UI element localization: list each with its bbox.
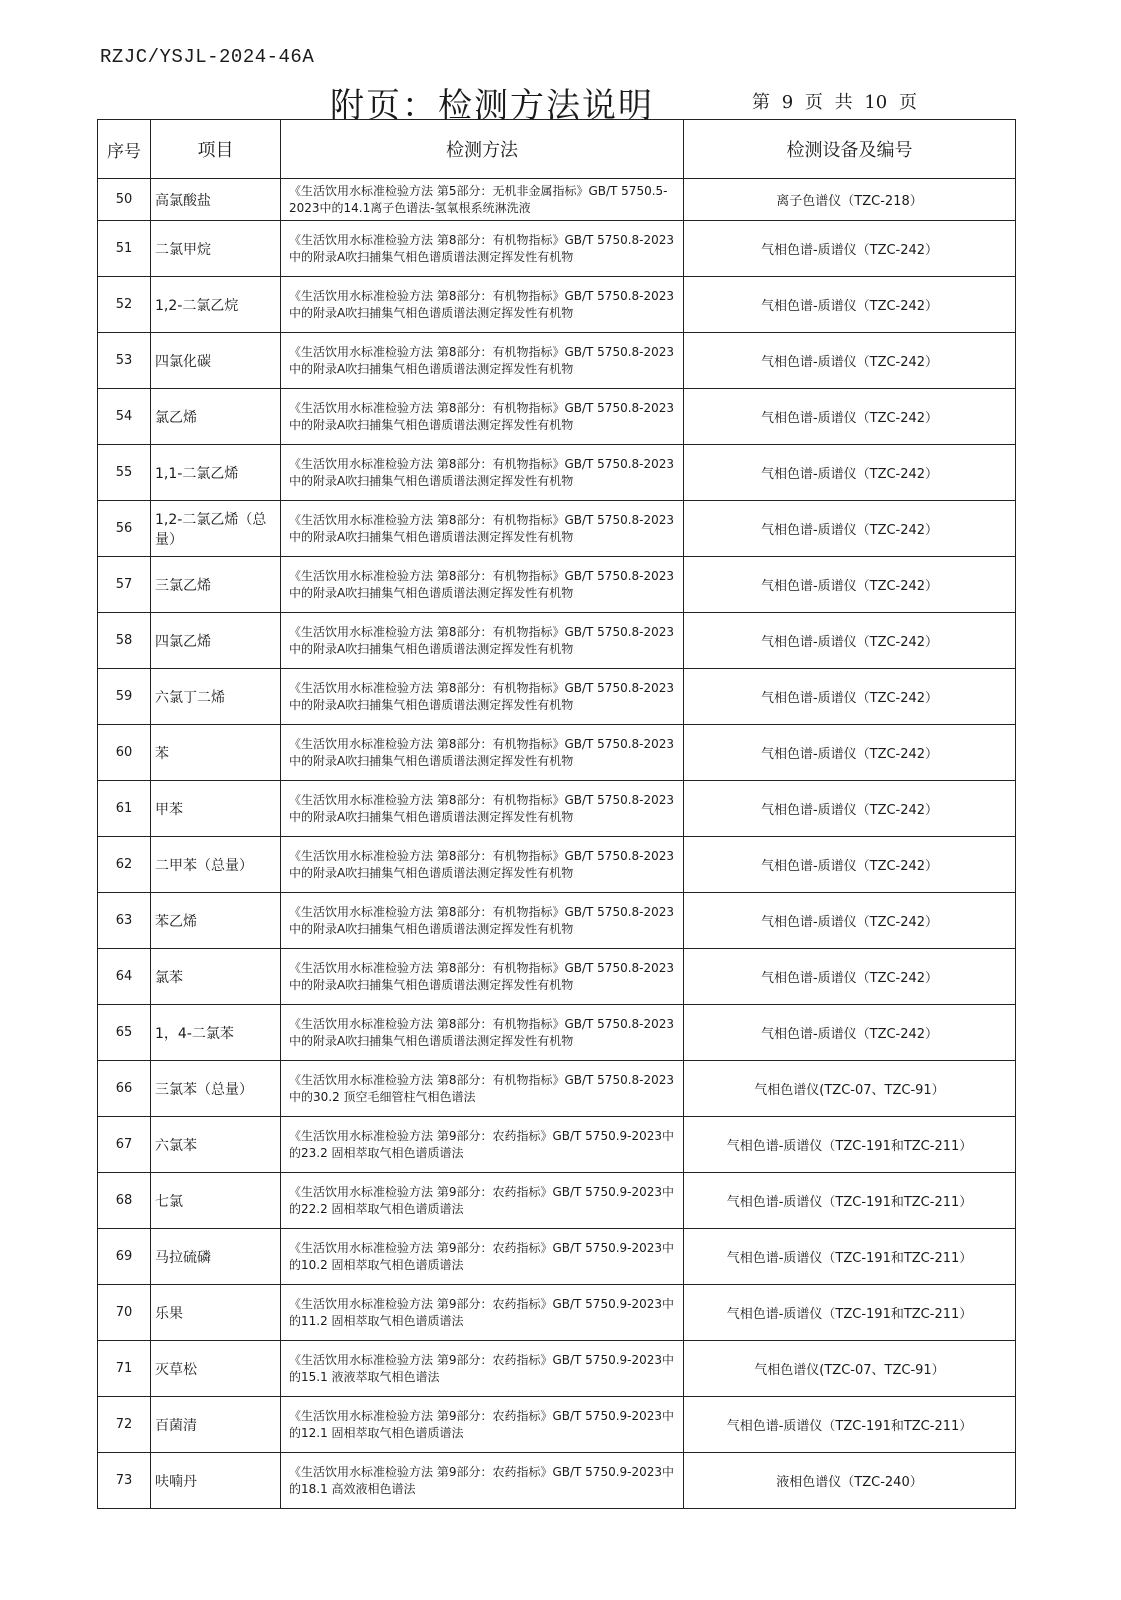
row-equipment: 气相色谱-质谱仪（TZC-242） xyxy=(684,1005,1016,1061)
row-method: 《生活饮用水标准检验方法 第8部分：有机物指标》GB/T 5750.8-2023中的附录A吹扫捕集气相色谱质谱法测定挥发性有机物 xyxy=(281,557,684,613)
column-header-item: 项目 xyxy=(151,120,281,179)
table-row xyxy=(98,333,1016,389)
row-item: 1,2-二氯乙烯（总量） xyxy=(151,501,281,557)
table-row xyxy=(98,613,1016,669)
row-number: 65 xyxy=(98,1005,151,1061)
table-row xyxy=(98,557,1016,613)
row-number: 51 xyxy=(98,221,151,277)
row-item: 1,1-二氯乙烯 xyxy=(151,445,281,501)
column-header-no: 序号 xyxy=(98,120,151,179)
row-method: 《生活饮用水标准检验方法 第8部分：有机物指标》GB/T 5750.8-2023中的30.2 顶空毛细管柱气相色谱法 xyxy=(281,1061,684,1117)
row-method: 《生活饮用水标准检验方法 第9部分：农药指标》GB/T 5750.9-2023中的10.2 固相萃取气相色谱质谱法 xyxy=(281,1229,684,1285)
document-number: RZJC/YSJL-2024-46A xyxy=(100,46,315,68)
row-equipment: 气相色谱-质谱仪（TZC-242） xyxy=(684,445,1016,501)
row-equipment: 气相色谱-质谱仪（TZC-242） xyxy=(684,277,1016,333)
row-number: 61 xyxy=(98,781,151,837)
row-item: 三氯苯（总量） xyxy=(151,1061,281,1117)
row-method: 《生活饮用水标准检验方法 第8部分：有机物指标》GB/T 5750.8-2023中的附录A吹扫捕集气相色谱质谱法测定挥发性有机物 xyxy=(281,837,684,893)
row-number: 52 xyxy=(98,277,151,333)
row-equipment: 液相色谱仪（TZC-240） xyxy=(684,1453,1016,1509)
row-item: 氯乙烯 xyxy=(151,389,281,445)
table-row xyxy=(98,1173,1016,1229)
row-method: 《生活饮用水标准检验方法 第9部分：农药指标》GB/T 5750.9-2023中的12.1 固相萃取气相色谱质谱法 xyxy=(281,1397,684,1453)
row-method: 《生活饮用水标准检验方法 第8部分：有机物指标》GB/T 5750.8-2023中的附录A吹扫捕集气相色谱质谱法测定挥发性有机物 xyxy=(281,445,684,501)
table-row xyxy=(98,501,1016,557)
row-number: 67 xyxy=(98,1117,151,1173)
row-method: 《生活饮用水标准检验方法 第8部分：有机物指标》GB/T 5750.8-2023中的附录A吹扫捕集气相色谱质谱法测定挥发性有机物 xyxy=(281,277,684,333)
row-item: 高氯酸盐 xyxy=(151,179,281,221)
table-row xyxy=(98,1061,1016,1117)
page-number: 第 9 页 共 10 页 xyxy=(752,92,917,113)
row-item: 四氯乙烯 xyxy=(151,613,281,669)
row-equipment: 离子色谱仪（TZC-218） xyxy=(684,179,1016,221)
row-number: 70 xyxy=(98,1285,151,1341)
table-header-row xyxy=(98,120,1016,179)
methods-table xyxy=(97,119,1016,1509)
row-item: 二甲苯（总量） xyxy=(151,837,281,893)
row-equipment: 气相色谱仪(TZC-07、TZC-91） xyxy=(684,1061,1016,1117)
row-equipment: 气相色谱-质谱仪（TZC-242） xyxy=(684,893,1016,949)
row-equipment: 气相色谱-质谱仪（TZC-242） xyxy=(684,669,1016,725)
row-item: 四氯化碳 xyxy=(151,333,281,389)
row-equipment: 气相色谱-质谱仪（TZC-242） xyxy=(684,333,1016,389)
row-method: 《生活饮用水标准检验方法 第8部分：有机物指标》GB/T 5750.8-2023中的附录A吹扫捕集气相色谱质谱法测定挥发性有机物 xyxy=(281,333,684,389)
row-number: 69 xyxy=(98,1229,151,1285)
row-item: 苯乙烯 xyxy=(151,893,281,949)
row-item: 六氯丁二烯 xyxy=(151,669,281,725)
row-equipment: 气相色谱-质谱仪（TZC-191和TZC-211） xyxy=(684,1397,1016,1453)
table-row xyxy=(98,725,1016,781)
table-row xyxy=(98,389,1016,445)
table-row xyxy=(98,949,1016,1005)
column-header-method: 检测方法 xyxy=(281,120,684,179)
row-number: 62 xyxy=(98,837,151,893)
row-number: 53 xyxy=(98,333,151,389)
row-equipment: 气相色谱-质谱仪（TZC-242） xyxy=(684,501,1016,557)
row-equipment: 气相色谱-质谱仪（TZC-242） xyxy=(684,221,1016,277)
row-method: 《生活饮用水标准检验方法 第9部分：农药指标》GB/T 5750.9-2023中的23.2 固相萃取气相色谱质谱法 xyxy=(281,1117,684,1173)
row-method: 《生活饮用水标准检验方法 第8部分：有机物指标》GB/T 5750.8-2023中的附录A吹扫捕集气相色谱质谱法测定挥发性有机物 xyxy=(281,725,684,781)
table-row xyxy=(98,1341,1016,1397)
row-number: 58 xyxy=(98,613,151,669)
row-equipment: 气相色谱-质谱仪（TZC-242） xyxy=(684,725,1016,781)
table-row xyxy=(98,893,1016,949)
table-row xyxy=(98,1229,1016,1285)
row-item: 乐果 xyxy=(151,1285,281,1341)
row-method: 《生活饮用水标准检验方法 第8部分：有机物指标》GB/T 5750.8-2023中的附录A吹扫捕集气相色谱质谱法测定挥发性有机物 xyxy=(281,781,684,837)
row-number: 64 xyxy=(98,949,151,1005)
row-item: 1,2-二氯乙烷 xyxy=(151,277,281,333)
row-equipment: 气相色谱-质谱仪（TZC-242） xyxy=(684,837,1016,893)
row-method: 《生活饮用水标准检验方法 第9部分：农药指标》GB/T 5750.9-2023中的11.2 固相萃取气相色谱质谱法 xyxy=(281,1285,684,1341)
table-row xyxy=(98,669,1016,725)
row-item: 三氯乙烯 xyxy=(151,557,281,613)
row-item: 七氯 xyxy=(151,1173,281,1229)
row-method: 《生活饮用水标准检验方法 第8部分：有机物指标》GB/T 5750.8-2023中的附录A吹扫捕集气相色谱质谱法测定挥发性有机物 xyxy=(281,501,684,557)
row-method: 《生活饮用水标准检验方法 第8部分：有机物指标》GB/T 5750.8-2023中的附录A吹扫捕集气相色谱质谱法测定挥发性有机物 xyxy=(281,613,684,669)
table-row xyxy=(98,445,1016,501)
row-number: 59 xyxy=(98,669,151,725)
table-row xyxy=(98,1285,1016,1341)
row-number: 57 xyxy=(98,557,151,613)
table-row xyxy=(98,1117,1016,1173)
row-equipment: 气相色谱-质谱仪（TZC-242） xyxy=(684,949,1016,1005)
row-equipment: 气相色谱仪(TZC-07、TZC-91） xyxy=(684,1341,1016,1397)
table-row xyxy=(98,1453,1016,1509)
row-equipment: 气相色谱-质谱仪（TZC-191和TZC-211） xyxy=(684,1117,1016,1173)
row-equipment: 气相色谱-质谱仪（TZC-242） xyxy=(684,781,1016,837)
row-number: 66 xyxy=(98,1061,151,1117)
row-number: 60 xyxy=(98,725,151,781)
table-row xyxy=(98,837,1016,893)
row-method: 《生活饮用水标准检验方法 第9部分：农药指标》GB/T 5750.9-2023中的18.1 高效液相色谱法 xyxy=(281,1453,684,1509)
row-method: 《生活饮用水标准检验方法 第8部分：有机物指标》GB/T 5750.8-2023中的附录A吹扫捕集气相色谱质谱法测定挥发性有机物 xyxy=(281,669,684,725)
table-row xyxy=(98,221,1016,277)
row-equipment: 气相色谱-质谱仪（TZC-242） xyxy=(684,557,1016,613)
row-number: 56 xyxy=(98,501,151,557)
row-number: 50 xyxy=(98,179,151,221)
row-item: 二氯甲烷 xyxy=(151,221,281,277)
row-equipment: 气相色谱-质谱仪（TZC-191和TZC-211） xyxy=(684,1173,1016,1229)
table-row xyxy=(98,277,1016,333)
column-header-equipment: 检测设备及编号 xyxy=(684,120,1016,179)
row-number: 63 xyxy=(98,893,151,949)
row-number: 54 xyxy=(98,389,151,445)
table-row xyxy=(98,1397,1016,1453)
row-number: 73 xyxy=(98,1453,151,1509)
row-item: 氯苯 xyxy=(151,949,281,1005)
row-item: 六氯苯 xyxy=(151,1117,281,1173)
row-number: 68 xyxy=(98,1173,151,1229)
row-method: 《生活饮用水标准检验方法 第8部分：有机物指标》GB/T 5750.8-2023中的附录A吹扫捕集气相色谱质谱法测定挥发性有机物 xyxy=(281,221,684,277)
row-item: 甲苯 xyxy=(151,781,281,837)
row-method: 《生活饮用水标准检验方法 第8部分：有机物指标》GB/T 5750.8-2023中的附录A吹扫捕集气相色谱质谱法测定挥发性有机物 xyxy=(281,949,684,1005)
row-number: 55 xyxy=(98,445,151,501)
table-row xyxy=(98,781,1016,837)
row-method: 《生活饮用水标准检验方法 第8部分：有机物指标》GB/T 5750.8-2023中的附录A吹扫捕集气相色谱质谱法测定挥发性有机物 xyxy=(281,893,684,949)
row-equipment: 气相色谱-质谱仪（TZC-242） xyxy=(684,389,1016,445)
row-method: 《生活饮用水标准检验方法 第9部分：农药指标》GB/T 5750.9-2023中的15.1 液液萃取气相色谱法 xyxy=(281,1341,684,1397)
table-row xyxy=(98,179,1016,221)
row-item: 苯 xyxy=(151,725,281,781)
row-equipment: 气相色谱-质谱仪（TZC-242） xyxy=(684,613,1016,669)
table-row xyxy=(98,1005,1016,1061)
row-number: 71 xyxy=(98,1341,151,1397)
row-method: 《生活饮用水标准检验方法 第9部分：农药指标》GB/T 5750.9-2023中的22.2 固相萃取气相色谱质谱法 xyxy=(281,1173,684,1229)
row-equipment: 气相色谱-质谱仪（TZC-191和TZC-211） xyxy=(684,1229,1016,1285)
row-item: 马拉硫磷 xyxy=(151,1229,281,1285)
row-item: 百菌清 xyxy=(151,1397,281,1453)
row-item: 1，4-二氯苯 xyxy=(151,1005,281,1061)
row-method: 《生活饮用水标准检验方法 第8部分：有机物指标》GB/T 5750.8-2023中的附录A吹扫捕集气相色谱质谱法测定挥发性有机物 xyxy=(281,1005,684,1061)
row-equipment: 气相色谱-质谱仪（TZC-191和TZC-211） xyxy=(684,1285,1016,1341)
page-title: 附页：检测方法说明 xyxy=(330,86,654,126)
row-method: 《生活饮用水标准检验方法 第5部分：无机非金属指标》GB/T 5750.5-2023中的14.1离子色谱法-氢氧根系统淋洗液 xyxy=(281,179,684,221)
row-number: 72 xyxy=(98,1397,151,1453)
row-item: 呋喃丹 xyxy=(151,1453,281,1509)
row-method: 《生活饮用水标准检验方法 第8部分：有机物指标》GB/T 5750.8-2023中的附录A吹扫捕集气相色谱质谱法测定挥发性有机物 xyxy=(281,389,684,445)
row-item: 灭草松 xyxy=(151,1341,281,1397)
